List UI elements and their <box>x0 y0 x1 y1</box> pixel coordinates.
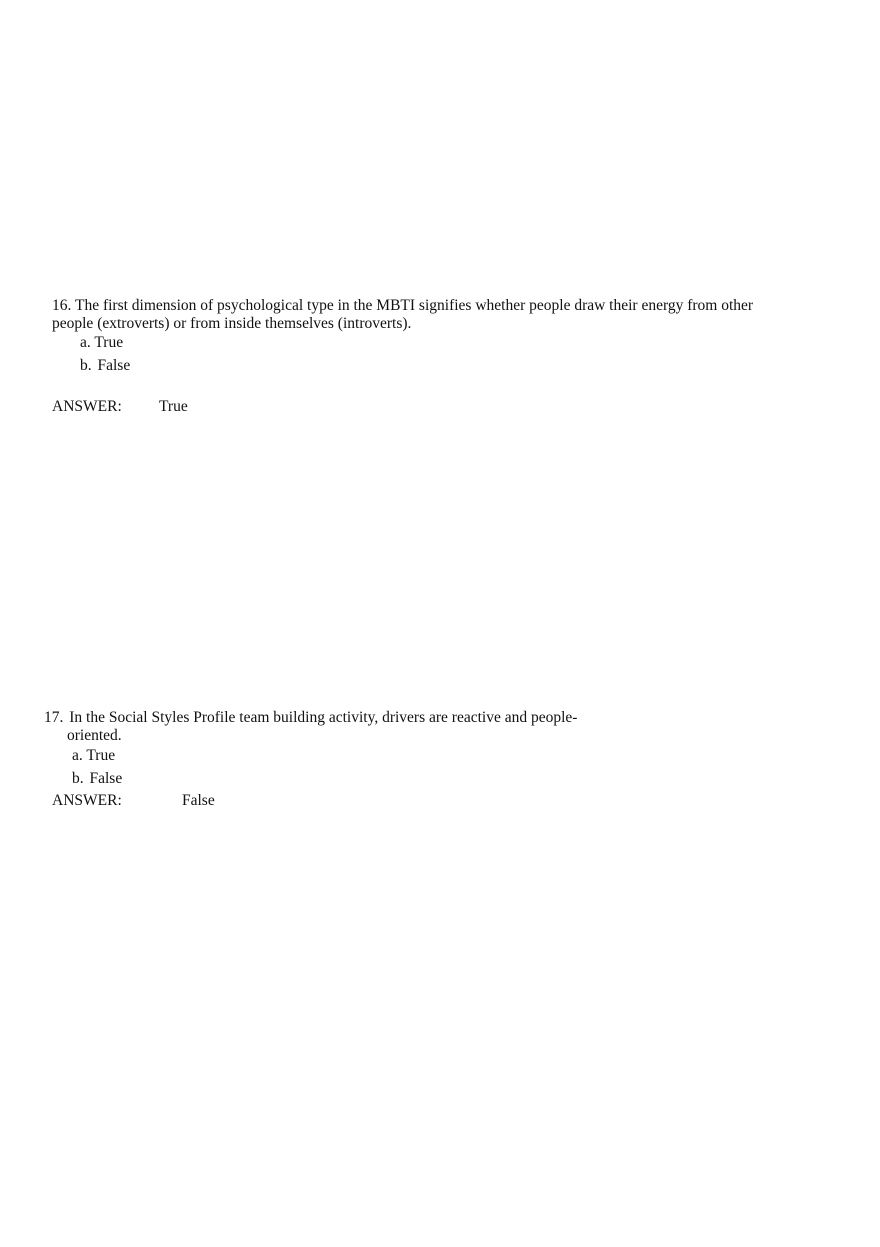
option-letter: a. <box>80 334 91 351</box>
question-text: The first dimension of psychological type in the MBTI signifies whether people draw their energy from other <box>74 297 754 314</box>
question-number: 16. <box>52 297 72 314</box>
option-a <box>80 334 123 352</box>
answer-label: ANSWER: <box>52 792 122 809</box>
answer-label: ANSWER: <box>52 398 122 415</box>
question-17-line1 <box>44 709 577 727</box>
option-letter: a. <box>72 747 83 764</box>
answer-value: False <box>182 792 215 809</box>
option-label: True <box>86 747 116 764</box>
answer-value: True <box>159 398 188 415</box>
option-b <box>72 770 122 788</box>
option-b <box>80 357 130 375</box>
question-17-line2: oriented. <box>67 727 122 744</box>
option-letter: b. <box>80 357 92 374</box>
option-label: False <box>97 357 131 374</box>
question-number: 17. <box>44 709 64 726</box>
option-label: True <box>94 334 124 351</box>
question-16-line2: people (extroverts) or from inside themselves (introverts). <box>52 315 412 332</box>
option-label: False <box>89 770 123 787</box>
question-text: In the Social Styles Profile team building activity, drivers are reactive and people- <box>69 709 578 726</box>
question-16-line1 <box>52 297 753 315</box>
option-a <box>72 747 115 765</box>
option-letter: b. <box>72 770 84 787</box>
